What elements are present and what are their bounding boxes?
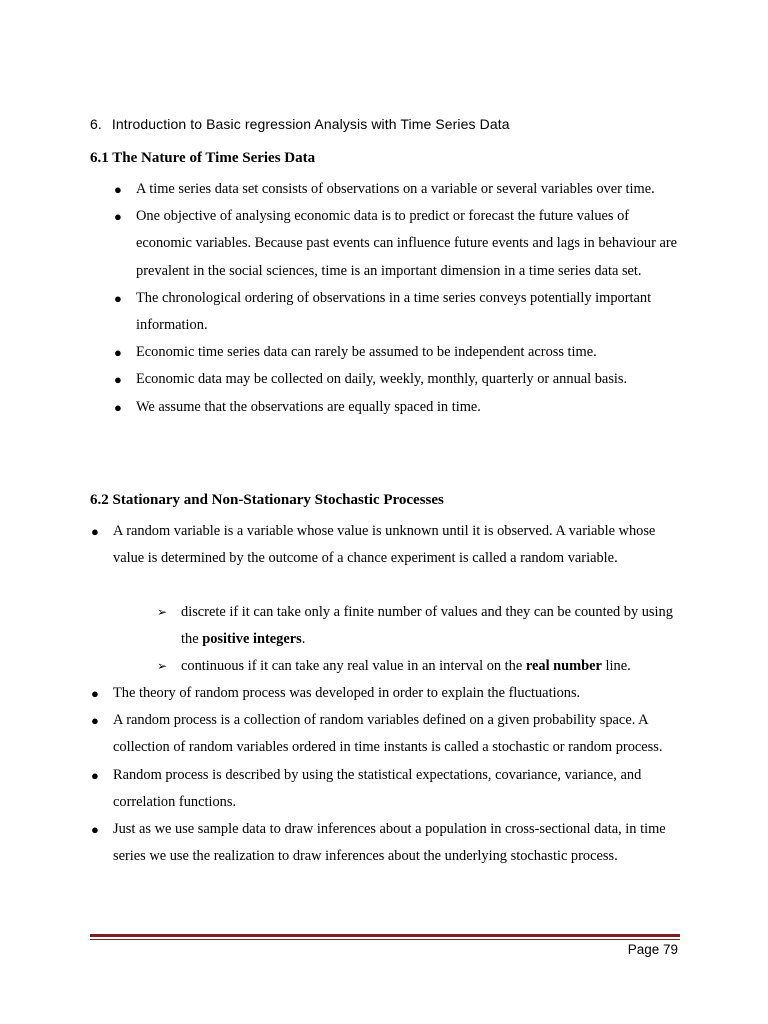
arrow-right-icon: ➢ bbox=[157, 605, 168, 619]
bullet-icon: ● bbox=[114, 182, 122, 197]
bullet-icon: ● bbox=[114, 290, 122, 306]
list-item: ● Economic time series data can rarely be assumed to be independent across time. bbox=[136, 339, 681, 366]
sub-bullet-list bbox=[157, 599, 681, 681]
sub-list-item-discrete: ➢ discrete if it can take only a finite number of values and they can be counted by using the positive integers. bbox=[181, 599, 681, 653]
bold-term: real number bbox=[525, 658, 602, 675]
section-2-title: 6.2 Stationary and Non-Stationary Stochastic Processes bbox=[90, 492, 444, 508]
list-item: ● A time series data set consists of observations on a variable or several variables over time. bbox=[136, 176, 681, 203]
chapter-title: Introduction to Basic regression Analysis with Time Series Data bbox=[111, 116, 510, 132]
page-number: Page 79 bbox=[627, 942, 678, 957]
section-2-bullet-list-rest bbox=[91, 680, 681, 870]
list-item: ● Random process is described by using the statistical expectations, covariance, variance, and correlation functions. bbox=[113, 762, 681, 816]
bullet-icon: ● bbox=[114, 345, 122, 361]
footer-rule-thin bbox=[90, 939, 680, 940]
arrow-right-icon: ➢ bbox=[157, 659, 168, 674]
bullet-icon: ● bbox=[114, 209, 122, 225]
bullet-icon: ● bbox=[114, 399, 122, 415]
bold-term: positive integers bbox=[202, 631, 302, 648]
list-item: ● One objective of analysing economic data is to predict or forecast the future values of economic variables. Because past events can influence future events and lags in behaviour are prevalent in the social sciences, time is an important dimension in a time series data set. bbox=[136, 203, 681, 285]
list-item: ● A random process is a collection of random variables defined on a given probability space. A collection of random variables ordered in time instants is called a stochastic or random process. bbox=[113, 707, 681, 761]
list-item: ● Economic data may be collected on daily, weekly, monthly, quarterly or annual basis. bbox=[136, 366, 681, 393]
footer-rule bbox=[90, 934, 680, 937]
bullet-icon: ● bbox=[91, 767, 99, 783]
section-1-bullet-list bbox=[114, 176, 681, 421]
bullet-icon: ● bbox=[91, 822, 99, 838]
list-item: ● The theory of random process was developed in order to explain the fluctuations. bbox=[113, 680, 681, 707]
bullet-icon: ● bbox=[91, 524, 99, 539]
bullet-icon: ● bbox=[91, 686, 99, 701]
bullet-icon: ● bbox=[91, 713, 99, 729]
list-item: ● Just as we use sample data to draw inferences about a population in cross-sectional data, in time series we use the realization to draw inferences about the underlying stochastic process. bbox=[113, 816, 681, 870]
bullet-icon: ● bbox=[114, 372, 122, 388]
list-item: ● A random variable is a variable whose value is unknown until it is observed. A variable whose value is determined by the outcome of a chance experiment is called a random variable. bbox=[113, 518, 681, 572]
section-2-bullet-list-first bbox=[91, 518, 681, 572]
list-item: ● The chronological ordering of observations in a time series conveys potentially important information. bbox=[136, 285, 681, 339]
list-item: ● We assume that the observations are equally spaced in time. bbox=[136, 394, 681, 421]
section-1-title: 6.1 The Nature of Time Series Data bbox=[90, 150, 316, 166]
chapter-heading bbox=[90, 116, 510, 132]
chapter-number: 6. bbox=[90, 116, 102, 132]
sub-list-item-continuous: ➢ continuous if it can take any real value in an interval on the real number line. bbox=[181, 653, 681, 680]
